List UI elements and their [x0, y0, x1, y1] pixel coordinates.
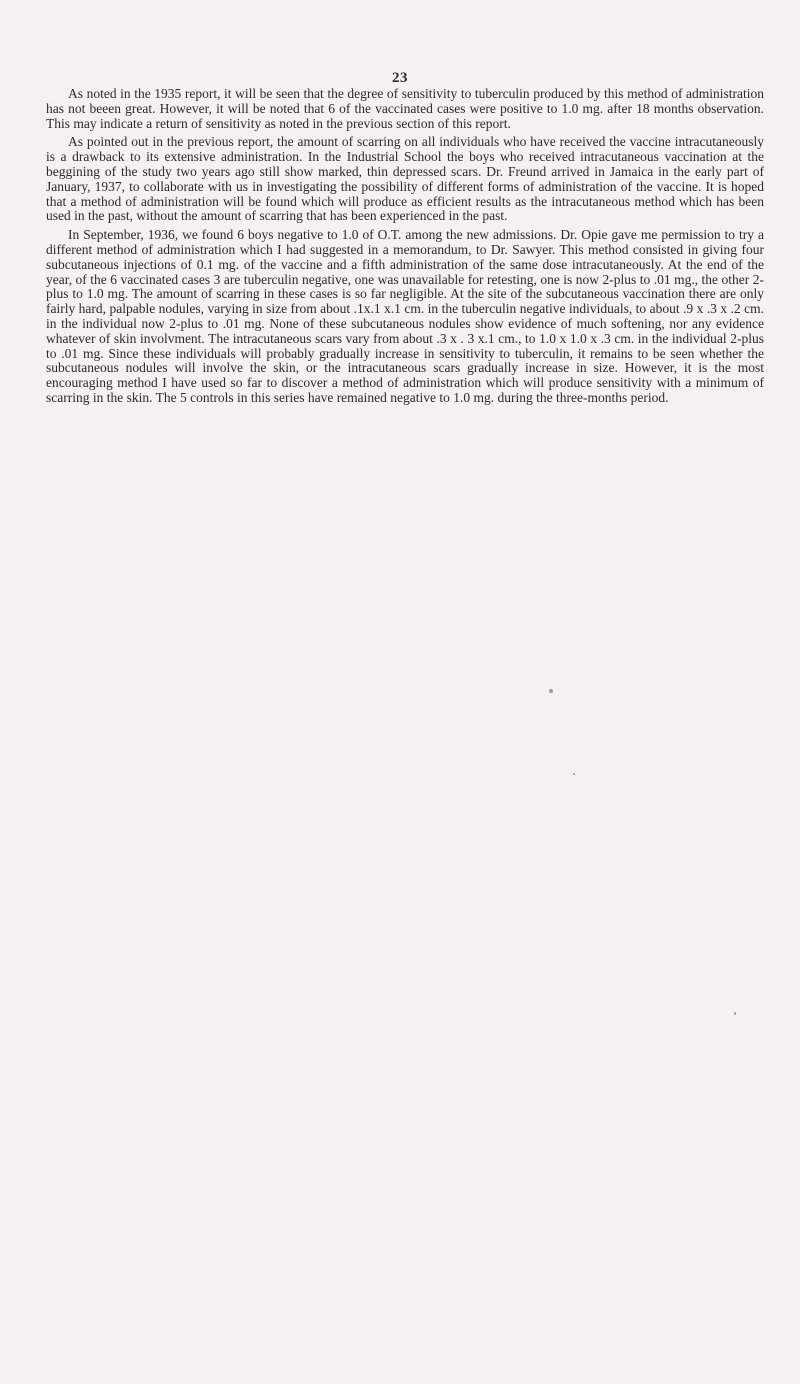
paragraph-2: As pointed out in the previous report, the amount of scarring on all individuals who have received the vaccine intracutaneously is a drawback to its extensive administration. In the Industrial School the boys who received intracutaneous vaccination at the beggining of the study two years ago still show marked, thin depressed scars. Dr. Freund arrived in Jamaica in the early part of January, 1937, to collaborate with us in investigating the possibility of different forms of administration of the vaccine. It is hoped that a method of administration will be found which will produce as efficient results as the intracutaneous method which has been used in the past, without the amount of scarring that has been experienced in the past. [46, 134, 764, 224]
body-text [46, 87, 764, 410]
page-number: 23 [392, 70, 408, 86]
scan-speck [573, 773, 575, 775]
paragraph-3: In September, 1936, we found 6 boys negative to 1.0 of O.T. among the new admissions. Dr. Opie gave me permission to try a different method of administration which I had suggested in a memorandum, to Dr. Sawyer. This method consisted in giving four subcutaneous injections of 0.1 mg. of the vaccine and a fifth administration of the same dose intracutaneously. At the end of the year, of the 6 vaccinated cases 3 are tuberculin negative, one was unavailable for retesting, one is now 2-plus to .01 mg., the other 2-plus to 1.0 mg. The amount of scarring in these cases is so far negligible. At the site of the subcutaneous vaccination there are only fairly hard, palpable nodules, varying in size from about .1x.1 x.1 cm. in the tuberculin negative individuals, to about .9 x .3 x .2 cm. in the individual now 2-plus to .01 mg. None of these subcutaneous nodules show evidence of much softening, nor any evidence whatever of skin involvment. The intracutaneous scars vary from about .3 x . 3 x.1 cm., to 1.0 x 1.0 x .3 cm. in the individual 2-plus to .01 mg. Since these individuals will probably gradually increase in sensitivity to tuberculin, it remains to be seen whether the subcutaneous nodules will involve the skin, or the intracutaneous scars gradually increase in size. However, it is the most encouraging method I have used so far to discover a method of administration which will produce sensitivity with a minimum of scarring in the skin. The 5 controls in this series have remained negative to 1.0 mg. during the three-months period. [46, 227, 764, 405]
scan-speck [549, 689, 553, 693]
paragraph-1: As noted in the 1935 report, it will be seen that the degree of sensitivity to tuberculin produced by this method of administration has not beeen great. However, it will be noted that 6 of the vaccinated cases were positive to 1.0 mg. after 18 months observation. This may indicate a return of sensitivity as noted in the previous section of this report. [46, 86, 764, 131]
scan-speck [734, 1012, 736, 1015]
